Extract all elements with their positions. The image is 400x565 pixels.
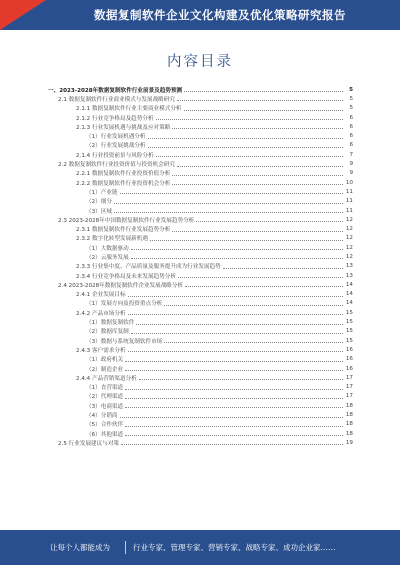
toc-entry[interactable] (48, 159, 353, 168)
toc-page-number: 12 (345, 253, 353, 260)
toc-page-number: 14 (345, 300, 353, 307)
toc-entry-title: （4）分销商 (86, 413, 118, 420)
toc-page-number: 6 (349, 142, 353, 149)
toc-page-number: 16 (345, 365, 353, 372)
toc-entry-title: 2.3.4 行业竞争格局及未来发展趋势分析 (76, 273, 176, 280)
toc-entry[interactable] (48, 299, 353, 308)
toc-leader-dots (156, 119, 343, 120)
toc-entry-title: 2.1.3 行业发展机遇与挑战及应对策略 (76, 124, 171, 131)
toc-page-number: 9 (349, 161, 353, 168)
toc-entry[interactable] (48, 252, 353, 261)
toc-entry[interactable] (48, 215, 353, 224)
toc-entry[interactable] (48, 345, 353, 354)
toc-entry[interactable] (48, 271, 353, 280)
footer-slogan: 让每个人都能成为 (50, 543, 110, 552)
toc-entry[interactable] (48, 373, 353, 382)
toc-entry[interactable] (48, 438, 353, 447)
toc-leader-dots (172, 175, 343, 176)
toc-entry-title: 2.4.4 产品营销渠道分析 (76, 375, 137, 382)
toc-leader-dots (125, 389, 343, 390)
toc-page-number: 16 (345, 346, 353, 353)
toc-page-number: 15 (345, 328, 353, 335)
toc-leader-dots (156, 156, 343, 157)
toc-page-number: 18 (345, 430, 353, 437)
toc-entry-title: （2）代理渠道 (86, 394, 124, 401)
toc-page-number: 12 (345, 235, 353, 242)
toc-entry-title: 2.1.1 数据复制软件行业主要商业模式分析 (76, 106, 182, 113)
toc-entry-title: 一、2023-2028年数据复制软件行业前景及趋势预测 (48, 87, 183, 94)
toc-leader-dots (128, 351, 343, 352)
toc-leader-dots (177, 100, 343, 101)
toc-entry[interactable] (48, 234, 353, 243)
table-of-contents (48, 85, 353, 448)
toc-entry[interactable] (48, 187, 353, 196)
header-corner-decoration (0, 0, 46, 30)
toc-entry-title: （1）行业发展机遇分析 (86, 134, 146, 141)
toc-page-number: 10 (345, 179, 353, 186)
toc-leader-dots (184, 110, 343, 111)
toc-entry-title: 2.5 行业发展建议与对策 (58, 440, 120, 447)
toc-entry[interactable] (48, 327, 353, 336)
toc-entry[interactable] (48, 141, 353, 150)
toc-entry-title: （3）电商渠道 (86, 403, 124, 410)
toc-leader-dots (172, 231, 343, 232)
toc-page-number: 11 (345, 198, 353, 205)
toc-entry[interactable] (48, 392, 353, 401)
toc-page-number: 15 (345, 319, 353, 326)
toc-entry-title: （1）产业链 (86, 189, 118, 196)
toc-entry-title: 2.1 数据复制软件行业商业模式与发展战略研究 (58, 96, 175, 103)
toc-page-number: 6 (349, 133, 353, 140)
toc-title: 内容目录 (167, 54, 233, 70)
toc-entry-title: （3）区域 (86, 208, 112, 215)
toc-entry[interactable] (48, 122, 353, 131)
toc-entry-title: 2.3.2 数字化转型发展新机遇 (76, 236, 148, 243)
toc-page-number: 13 (345, 263, 353, 270)
toc-page-number: 5 (349, 95, 353, 102)
toc-entry[interactable] (48, 169, 353, 178)
toc-page-number: 12 (345, 244, 353, 251)
toc-entry-title: （2）制造企业 (86, 366, 124, 373)
toc-leader-dots (128, 296, 343, 297)
toc-page-number: 7 (349, 151, 353, 158)
toc-entry-title: （6）其他渠道 (86, 431, 124, 438)
page-header (0, 0, 400, 30)
toc-entry[interactable] (48, 383, 353, 392)
toc-entry[interactable] (48, 243, 353, 252)
toc-page-number: 18 (345, 412, 353, 419)
toc-entry[interactable] (48, 336, 353, 345)
toc-page-number: 15 (345, 309, 353, 316)
toc-entry[interactable] (48, 94, 353, 103)
toc-page-number: 14 (345, 281, 353, 288)
toc-page-number: 17 (345, 374, 353, 381)
toc-leader-dots (131, 333, 343, 334)
toc-leader-dots (131, 258, 343, 259)
toc-leader-dots (125, 370, 343, 371)
toc-page-number: 15 (345, 337, 353, 344)
toc-page-number: 14 (345, 291, 353, 298)
toc-entry-title: （1）政府机关 (86, 357, 124, 364)
toc-entry-title: 2.1.4 行业投资前景与风险分析 (76, 152, 154, 159)
toc-entry-title: 2.1.2 行业竞争格局及趋势分析 (76, 115, 154, 122)
toc-page-number: 17 (345, 384, 353, 391)
toc-leader-dots (131, 249, 343, 250)
toc-leader-dots (125, 398, 343, 399)
toc-entry[interactable] (48, 262, 353, 271)
toc-entry-title: （2）行业发展挑战分析 (86, 143, 146, 150)
toc-entry-title: （1）数据复制软件 (86, 320, 135, 327)
toc-page-number: 18 (345, 421, 353, 428)
toc-entry[interactable] (48, 401, 353, 410)
toc-page-number: 11 (345, 188, 353, 195)
toc-entry-title: （1）大数据驱动 (86, 245, 129, 252)
toc-page-number: 5 (349, 86, 353, 93)
toc-leader-dots (223, 268, 343, 269)
toc-entry[interactable] (48, 113, 353, 122)
toc-entry-title: 2.4 2023-2028年数据复制软件企业发展战略分析 (58, 282, 184, 289)
toc-entry[interactable] (48, 178, 353, 187)
toc-leader-dots (184, 91, 343, 92)
page-footer (0, 530, 400, 565)
toc-entry-title: 2.3.3 行业集中度、产品质量及服务提升成为行业发展趋势 (76, 264, 221, 271)
toc-page-number: 13 (345, 272, 353, 279)
toc-entry-title: 2.3.1 数据复制软件行业发展趋势分析 (76, 227, 171, 234)
toc-leader-dots (114, 203, 343, 204)
toc-page-number: 17 (345, 393, 353, 400)
toc-entry[interactable] (48, 317, 353, 326)
toc-leader-dots (136, 324, 343, 325)
toc-leader-dots (150, 240, 343, 241)
toc-leader-dots (172, 184, 343, 185)
toc-leader-dots (148, 138, 344, 139)
toc-leader-dots (121, 444, 343, 445)
toc-entry-title: 2.4.2 产品市场分析 (76, 310, 126, 317)
toc-leader-dots (128, 314, 343, 315)
toc-page-number: 12 (345, 216, 353, 223)
toc-entry[interactable] (48, 131, 353, 140)
toc-leader-dots (139, 379, 343, 380)
toc-entry[interactable] (48, 290, 353, 299)
toc-page-number: 9 (349, 170, 353, 177)
toc-entry[interactable] (48, 364, 353, 373)
toc-page-number: 12 (345, 226, 353, 233)
toc-page-number: 6 (349, 114, 353, 121)
toc-page-number: 16 (345, 356, 353, 363)
toc-entry[interactable] (48, 410, 353, 419)
toc-entry-title: （2）云服务发展 (86, 254, 129, 261)
toc-entry[interactable] (48, 355, 353, 364)
toc-leader-dots (148, 147, 344, 148)
toc-page-number: 5 (349, 105, 353, 112)
footer-separator (125, 541, 126, 554)
toc-entry-title: （5）合作伙伴 (86, 422, 124, 429)
toc-entry-title: （1）发展方向及投资重点分析 (86, 301, 163, 308)
toc-entry[interactable] (48, 280, 353, 289)
toc-entry-title: （2）数据库复制 (86, 329, 129, 336)
toc-page-number: 19 (345, 439, 353, 446)
toc-leader-dots (178, 277, 343, 278)
toc-leader-dots (125, 426, 343, 427)
toc-page-number: 18 (345, 402, 353, 409)
toc-entry[interactable] (48, 308, 353, 317)
toc-entry[interactable] (48, 197, 353, 206)
toc-page-number: 6 (349, 123, 353, 130)
toc-entry-title: 2.4.3 客户需求分析 (76, 347, 126, 354)
toc-entry[interactable] (48, 85, 353, 94)
toc-entry-title: 2.2.2 数据复制软件行业投资机会分析 (76, 180, 171, 187)
toc-entry-title: 2.2.1 数据复制软件行业投资价值分析 (76, 171, 171, 178)
header-title: 数据复制软件企业文化构建及优化策略研究报告 (94, 8, 346, 22)
toc-leader-dots (196, 221, 343, 222)
toc-entry[interactable] (48, 206, 353, 215)
toc-page-number: 11 (345, 207, 353, 214)
toc-entry[interactable] (48, 429, 353, 438)
toc-leader-dots (185, 286, 343, 287)
footer-tagline: 行业专家、管理专家、营销专家、战略专家、成功企业家…… (133, 543, 336, 552)
toc-leader-dots (120, 417, 343, 418)
toc-entry[interactable] (48, 420, 353, 429)
toc-leader-dots (125, 407, 343, 408)
toc-leader-dots (120, 193, 343, 194)
toc-entry-title: （3）数据与系统复制软件市场 (86, 338, 163, 345)
toc-entry-title: 2.4.1 企业发展目标 (76, 292, 126, 299)
toc-entry-title: 2.2 数据复制软件行业投资价值与投资机会研究 (58, 162, 175, 169)
toc-entry[interactable] (48, 150, 353, 159)
toc-entry-title: 2.3 2023-2028年中国数据复制软件行业发展趋势分析 (58, 217, 195, 224)
toc-leader-dots (164, 305, 343, 306)
toc-leader-dots (164, 342, 343, 343)
toc-leader-dots (114, 212, 343, 213)
toc-entry-title: （1）直营渠道 (86, 385, 124, 392)
toc-leader-dots (125, 361, 343, 362)
toc-leader-dots (125, 435, 343, 436)
toc-leader-dots (172, 128, 343, 129)
toc-entry[interactable] (48, 224, 353, 233)
toc-entry-title: （2）细分 (86, 199, 112, 206)
toc-entry[interactable] (48, 104, 353, 113)
toc-leader-dots (177, 166, 343, 167)
